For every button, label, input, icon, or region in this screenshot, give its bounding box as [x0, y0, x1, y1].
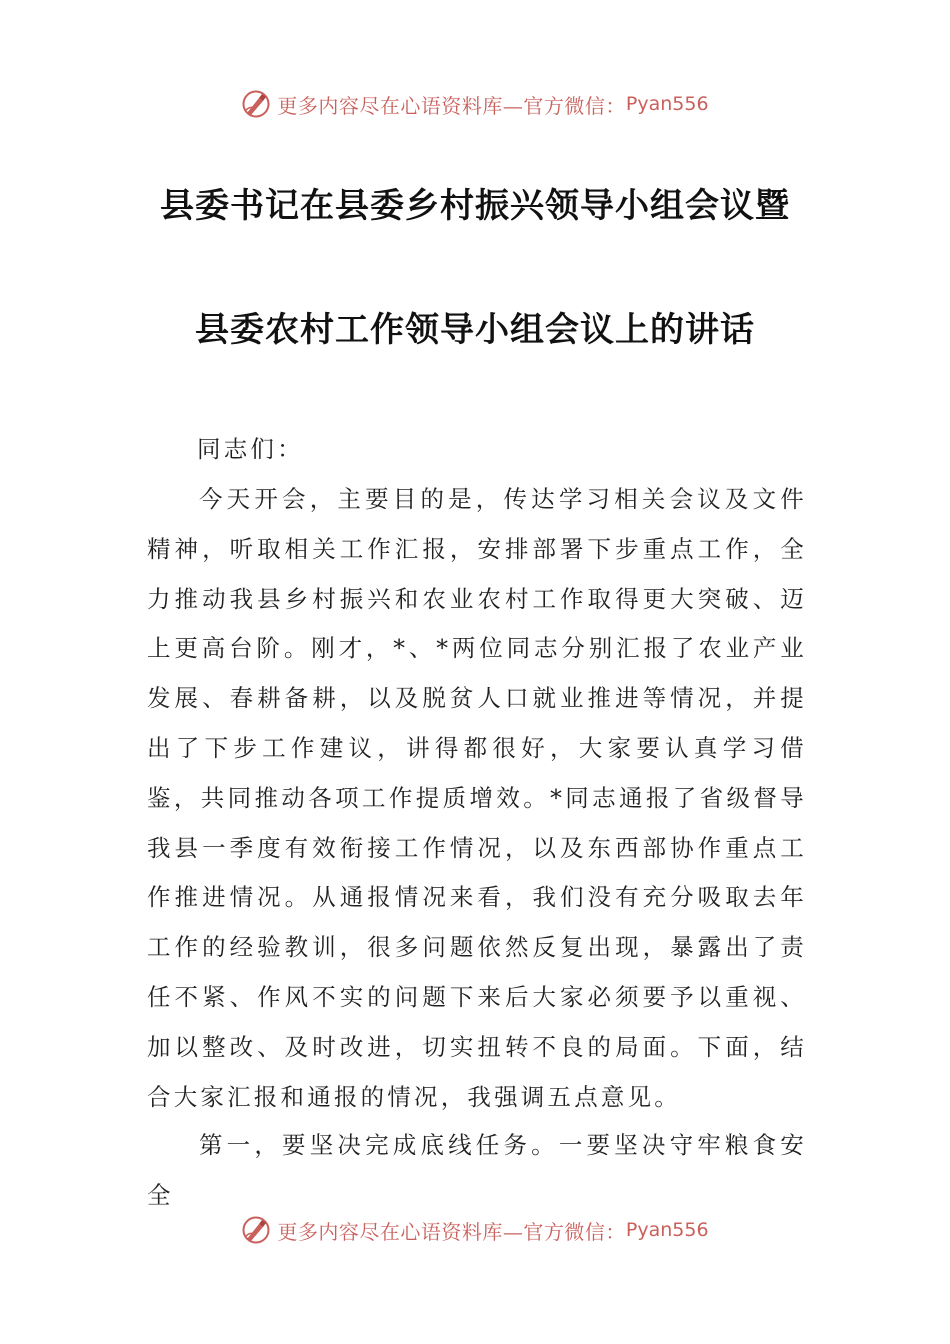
paragraph-1	[147, 475, 807, 1122]
paragraph-2	[147, 1121, 807, 1209]
pen-nib-logo-icon	[241, 89, 271, 119]
watermark-account: Pyan556	[625, 1219, 709, 1241]
watermark-account: Pyan556	[625, 93, 709, 115]
header-watermark	[0, 84, 950, 124]
footer-watermark	[0, 1210, 950, 1250]
document-title-line-2: 县委农村工作领导小组会议上的讲话	[195, 310, 755, 350]
watermark-text: 更多内容尽在心语资料库—官方微信：	[277, 1219, 626, 1244]
watermark-text: 更多内容尽在心语资料库—官方微信：	[277, 93, 626, 118]
pen-nib-logo-icon	[241, 1215, 271, 1245]
paragraph-1-text: 今天开会，主要目的是，传达学习相关会议及文件精神，听取相关工作汇报，安排部署下步重点工作，全力推动我县乡村振兴和农业农村工作取得更大突破、迈上更高台阶。刚才，*、*两位同志分别汇报了农业产业发展、春耕备耕，以及脱贫人口就业推进等情况，并提出了下步工作建议，讲得都很好，大家要认真学习借鉴，共同推动各项工作提质增效。*同志通报了省级督导我县一季度有效衔接工作情况，以及东西部协作重点工作推进情况。从通报情况来看，我们没有充分吸取去年工作的经验教训，很多问题依然反复出现，暴露出了责任不紧、作风不实的问题下来后大家必须要予以重视、加以整改、及时改进，切实扭转不良的局面。下面，结合大家汇报和通报的情况，我强调五点意见。	[147, 485, 807, 1111]
paragraph-2-text: 第一，要坚决完成底线任务。一要坚决守牢粮食安全	[147, 1131, 807, 1209]
salutation: 同志们：	[197, 435, 304, 463]
document-title-line-1: 县委书记在县委乡村振兴领导小组会议暨	[160, 186, 790, 226]
